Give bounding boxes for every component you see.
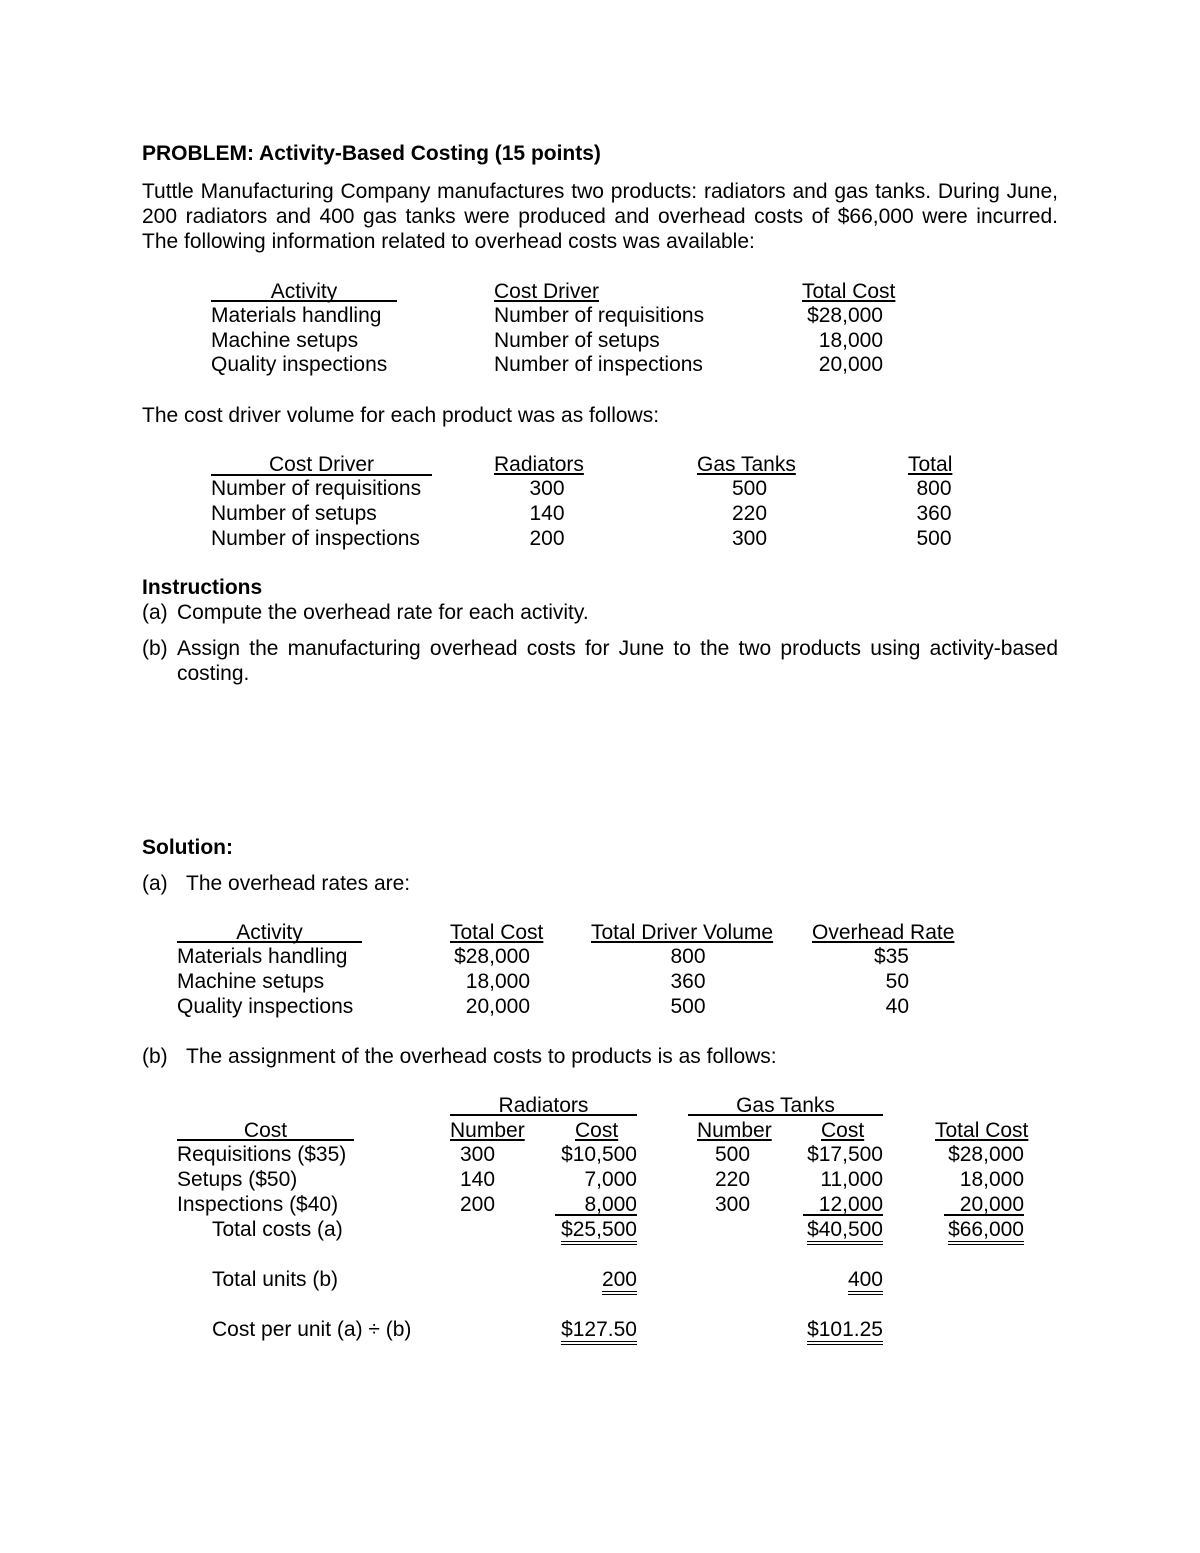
table-cell: 18,000 — [465, 970, 530, 993]
table-cell: Materials handling — [211, 304, 382, 327]
header-underline — [177, 1139, 354, 1141]
table-cell: 500 — [715, 1143, 751, 1166]
table-cell: $28,000 — [454, 945, 530, 968]
instruction-label: (a) — [142, 601, 168, 624]
instruction-text: costing. — [177, 662, 250, 685]
total-cost-radiators: $25,500 — [561, 1218, 637, 1245]
solution-label: (b) — [142, 1045, 168, 1068]
group-underline — [450, 1114, 637, 1116]
table-cell: 220 — [731, 502, 768, 525]
table-cell: Setups ($50) — [177, 1168, 298, 1191]
table-cell: 360 — [670, 970, 706, 993]
table-cell: 20,000 — [465, 995, 530, 1018]
table-cell: $10,500 — [561, 1143, 637, 1166]
table-cell: Quality inspections — [177, 995, 354, 1018]
table-cell: Machine setups — [211, 329, 359, 352]
table-cell: 500 — [916, 527, 952, 550]
subtotal-underline — [803, 1214, 883, 1216]
table-cell: 220 — [715, 1168, 751, 1191]
instruction-label: (b) — [142, 637, 168, 660]
table-cell: 300 — [529, 477, 565, 500]
table-cell: $35 — [873, 945, 909, 968]
table-cell: $28,000 — [948, 1143, 1024, 1166]
table-cell: 360 — [916, 502, 952, 525]
total-units-radiators: 200 — [602, 1268, 637, 1295]
cost-per-unit-value — [537, 1318, 637, 1342]
instruction-text: Assign the manufacturing overhead costs for June to the two products using activity-based — [177, 637, 1058, 660]
total-units-value — [783, 1268, 883, 1292]
problem-intro: Tuttle Manufacturing Company manufactures two products: radiators and gas tanks. During June, 200 radiators and 400 gas tanks were produced and overhead costs of $66,000 were incurred. The following information related to overhead costs was available: — [142, 180, 1058, 253]
group-header-radiators: Radiators — [498, 1094, 589, 1117]
table-cell: 800 — [670, 945, 706, 968]
table-cell: Number of setups — [211, 502, 377, 525]
table-cell: Number of requisitions — [211, 477, 422, 500]
table-header: Activity — [270, 280, 338, 303]
table-header: Total Driver Volume — [591, 921, 774, 944]
cost-per-unit-gas-tanks: $101.25 — [807, 1318, 883, 1345]
table-cell: Number of requisitions — [494, 304, 705, 327]
table-cell: 40 — [885, 995, 909, 1018]
table-header: Cost — [821, 1119, 865, 1142]
table-cell: Quality inspections — [211, 353, 388, 376]
table-cell: 140 — [529, 502, 565, 525]
header-underline — [211, 474, 432, 476]
table-header: Number — [450, 1119, 525, 1142]
table-header: Cost — [575, 1119, 619, 1142]
header-underline — [177, 941, 362, 943]
cost-per-unit-label: Cost per unit (a) ÷ (b) — [212, 1318, 412, 1341]
table-header: Number — [697, 1119, 772, 1142]
table-cell: 140 — [460, 1168, 496, 1191]
table-header: Total Cost — [802, 280, 896, 303]
table-cell: $17,500 — [807, 1143, 883, 1166]
table-header: Total Cost — [450, 921, 544, 944]
table-header: Cost Driver — [494, 280, 600, 303]
total-units-label: Total units (b) — [212, 1268, 339, 1291]
table-cell: 12,000 — [818, 1193, 883, 1216]
solution-text: The assignment of the overhead costs to products is as follows: — [186, 1045, 777, 1068]
total-cost-value — [537, 1218, 637, 1242]
subtotal-underline — [944, 1214, 1024, 1216]
table-cell: Number of setups — [494, 329, 660, 352]
table-cell: 200 — [529, 527, 565, 550]
table-header: Total Cost — [935, 1119, 1029, 1142]
table-header: Overhead Rate — [812, 921, 955, 944]
table-header: Activity — [236, 921, 303, 944]
total-costs-label: Total costs (a) — [212, 1218, 343, 1241]
table-cell: Inspections ($40) — [177, 1193, 339, 1216]
table-cell: 800 — [916, 477, 952, 500]
subtotal-underline — [555, 1214, 637, 1216]
table-cell: 20,000 — [959, 1193, 1024, 1216]
volume-intro: The cost driver volume for each product was as follows: — [142, 404, 660, 427]
problem-title: PROBLEM: Activity-Based Costing (15 points) — [142, 142, 601, 165]
table-cell: 18,000 — [818, 329, 883, 352]
table-cell: 11,000 — [820, 1168, 883, 1191]
table-cell: 8,000 — [584, 1193, 637, 1216]
table-header: Cost — [243, 1119, 288, 1142]
table-cell: 300 — [731, 527, 768, 550]
header-underline — [211, 300, 397, 302]
table-cell: 500 — [670, 995, 706, 1018]
table-cell: 18,000 — [959, 1168, 1024, 1191]
table-header: Radiators — [494, 453, 584, 476]
instruction-text: Compute the overhead rate for each activity. — [177, 601, 589, 624]
group-underline — [688, 1114, 883, 1116]
total-cost-gas-tanks: $40,500 — [807, 1218, 883, 1245]
table-cell: Requisitions ($35) — [177, 1143, 347, 1166]
table-cell: $28,000 — [807, 304, 883, 327]
table-cell: 50 — [885, 970, 909, 993]
table-cell: Number of inspections — [494, 353, 703, 376]
total-units-value — [537, 1268, 637, 1292]
table-header: Cost Driver — [268, 453, 374, 476]
table-cell: 7,000 — [584, 1168, 637, 1191]
total-cost-value — [783, 1218, 883, 1242]
total-cost-overall: $66,000 — [948, 1218, 1024, 1245]
cost-per-unit-value — [783, 1318, 883, 1342]
table-cell: Number of inspections — [211, 527, 420, 550]
solution-label: (a) — [142, 872, 168, 895]
table-cell: Materials handling — [177, 945, 348, 968]
instructions-heading: Instructions — [142, 576, 263, 599]
table-cell: 20,000 — [818, 353, 883, 376]
table-cell: 300 — [460, 1143, 496, 1166]
table-header: Gas Tanks — [697, 453, 796, 476]
table-cell: 200 — [460, 1193, 496, 1216]
cost-per-unit-radiators: $127.50 — [561, 1318, 637, 1345]
solution-text: The overhead rates are: — [186, 872, 411, 895]
group-header-gas-tanks: Gas Tanks — [736, 1094, 835, 1117]
solution-heading: Solution: — [142, 836, 233, 859]
total-units-gas-tanks: 400 — [848, 1268, 883, 1295]
table-header: Total — [908, 453, 953, 476]
table-cell: 300 — [715, 1193, 751, 1216]
total-cost-value — [924, 1218, 1024, 1242]
table-cell: 500 — [731, 477, 768, 500]
table-cell: Machine setups — [177, 970, 325, 993]
